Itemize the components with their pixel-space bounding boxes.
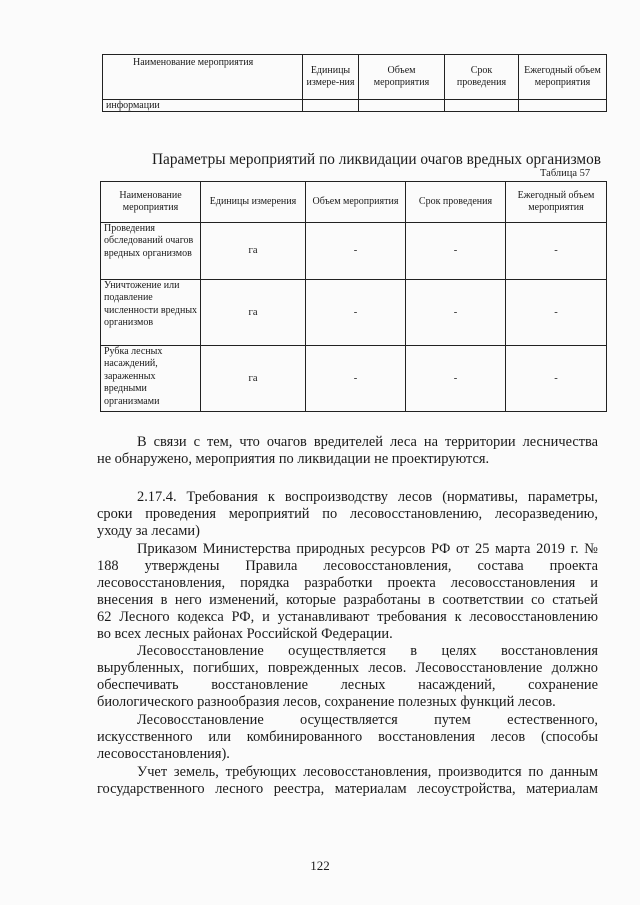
section-heading	[97, 489, 598, 540]
text-line: искусственного или комбинированного восстановления лесов (способы	[97, 729, 598, 745]
main-table-header: Наименование мероприятия	[101, 182, 201, 223]
row-volume: -	[306, 346, 406, 412]
text-line: В связи с тем, что очагов вредителей леса на территории лесничества	[137, 434, 598, 450]
paragraph	[97, 541, 598, 643]
text-line: сроки проведения мероприятий по лесовосстановлению, лесоразведению,	[97, 506, 598, 522]
main-table	[100, 181, 607, 412]
text-line: Лесовосстановление осуществляется в целях восстановления	[137, 643, 598, 659]
text-line: не обнаружено, мероприятия по ликвидации не проектируются.	[97, 451, 490, 467]
top-table-cell	[359, 100, 445, 112]
paragraph	[97, 764, 598, 798]
text-line: лесовосстановления).	[97, 746, 230, 762]
table-row	[101, 280, 607, 346]
text-line: 2.17.4. Требования к воспроизводству лесов (нормативы, параметры,	[137, 489, 598, 505]
table-row	[101, 223, 607, 280]
row-unit: га	[201, 280, 306, 346]
top-table-header: Объем мероприятия	[359, 55, 445, 100]
text-line: Приказом Министерства природных ресурсов РФ от 25 марта 2019 г. №	[137, 541, 598, 557]
paragraph	[97, 434, 598, 468]
top-table-cell	[519, 100, 607, 112]
row-term: -	[406, 280, 506, 346]
main-table-header: Срок проведения	[406, 182, 506, 223]
text-line: лесовосстановления, порядка разработки проекта лесовосстановления и	[97, 575, 598, 591]
text-line: 62 Лесного кодекса РФ, и устанавливают требования к лесовосстановлению	[97, 609, 598, 625]
row-unit: га	[201, 346, 306, 412]
text-line: биологического разнообразия лесов, сохранение полезных функций лесов.	[97, 694, 556, 710]
text-line: обеспечивать восстановление лесных насаждений, сохранение	[97, 677, 598, 693]
row-annual: -	[506, 346, 607, 412]
text-line: 188 утверждены Правила лесовосстановления, состава проекта	[97, 558, 598, 574]
row-name: Рубка лесных насаждений, зараженных вредными организмами	[101, 346, 201, 412]
row-term: -	[406, 223, 506, 280]
text-line: внесения в него изменений, которые разработаны в соответствии со статьей	[97, 592, 598, 608]
top-table-cell	[303, 100, 359, 112]
main-table-header: Единицы измерения	[201, 182, 306, 223]
row-annual: -	[506, 223, 607, 280]
top-table-header: Единицы измере-ния	[303, 55, 359, 100]
page-number: 122	[310, 858, 330, 873]
row-unit: га	[201, 223, 306, 280]
main-table-header: Ежегодный объем мероприятия	[506, 182, 607, 223]
row-term: -	[406, 346, 506, 412]
table-number: Таблица 57	[540, 168, 591, 179]
text-line: Учет земель, требующих лесовосстановления, производится по данным	[137, 764, 598, 780]
top-table-header: Наименование мероприятия	[103, 55, 303, 100]
top-table-cell	[445, 100, 519, 112]
text-line: государственного лесного реестра, материалам лесоустройства, материалам	[97, 781, 598, 797]
text-line: Лесовосстановление осуществляется путем естественного,	[137, 712, 598, 728]
row-volume: -	[306, 223, 406, 280]
top-table-header: Ежегодный объем мероприятия	[519, 55, 607, 100]
row-annual: -	[506, 280, 607, 346]
row-name: Уничтожение или подавление численности вредных организмов	[101, 280, 201, 346]
main-table-header: Объем мероприятия	[306, 182, 406, 223]
paragraph	[97, 643, 598, 711]
top-table-cell: информации	[103, 100, 303, 112]
text-line: во всех лесных районах Российской Федерации.	[97, 626, 393, 642]
table-row	[101, 346, 607, 412]
paragraph	[97, 712, 598, 763]
top-table	[102, 54, 607, 112]
row-volume: -	[306, 280, 406, 346]
text-line: уходу за лесами)	[97, 523, 200, 539]
text-line: вырубленных, погибших, поврежденных лесов. Лесовосстановление должно	[97, 660, 598, 676]
top-table-header: Срок проведения	[445, 55, 519, 100]
row-name: Проведения обследований очагов вредных организмов	[101, 223, 201, 280]
table-caption: Параметры мероприятий по ликвидации очагов вредных организмов	[152, 151, 601, 168]
